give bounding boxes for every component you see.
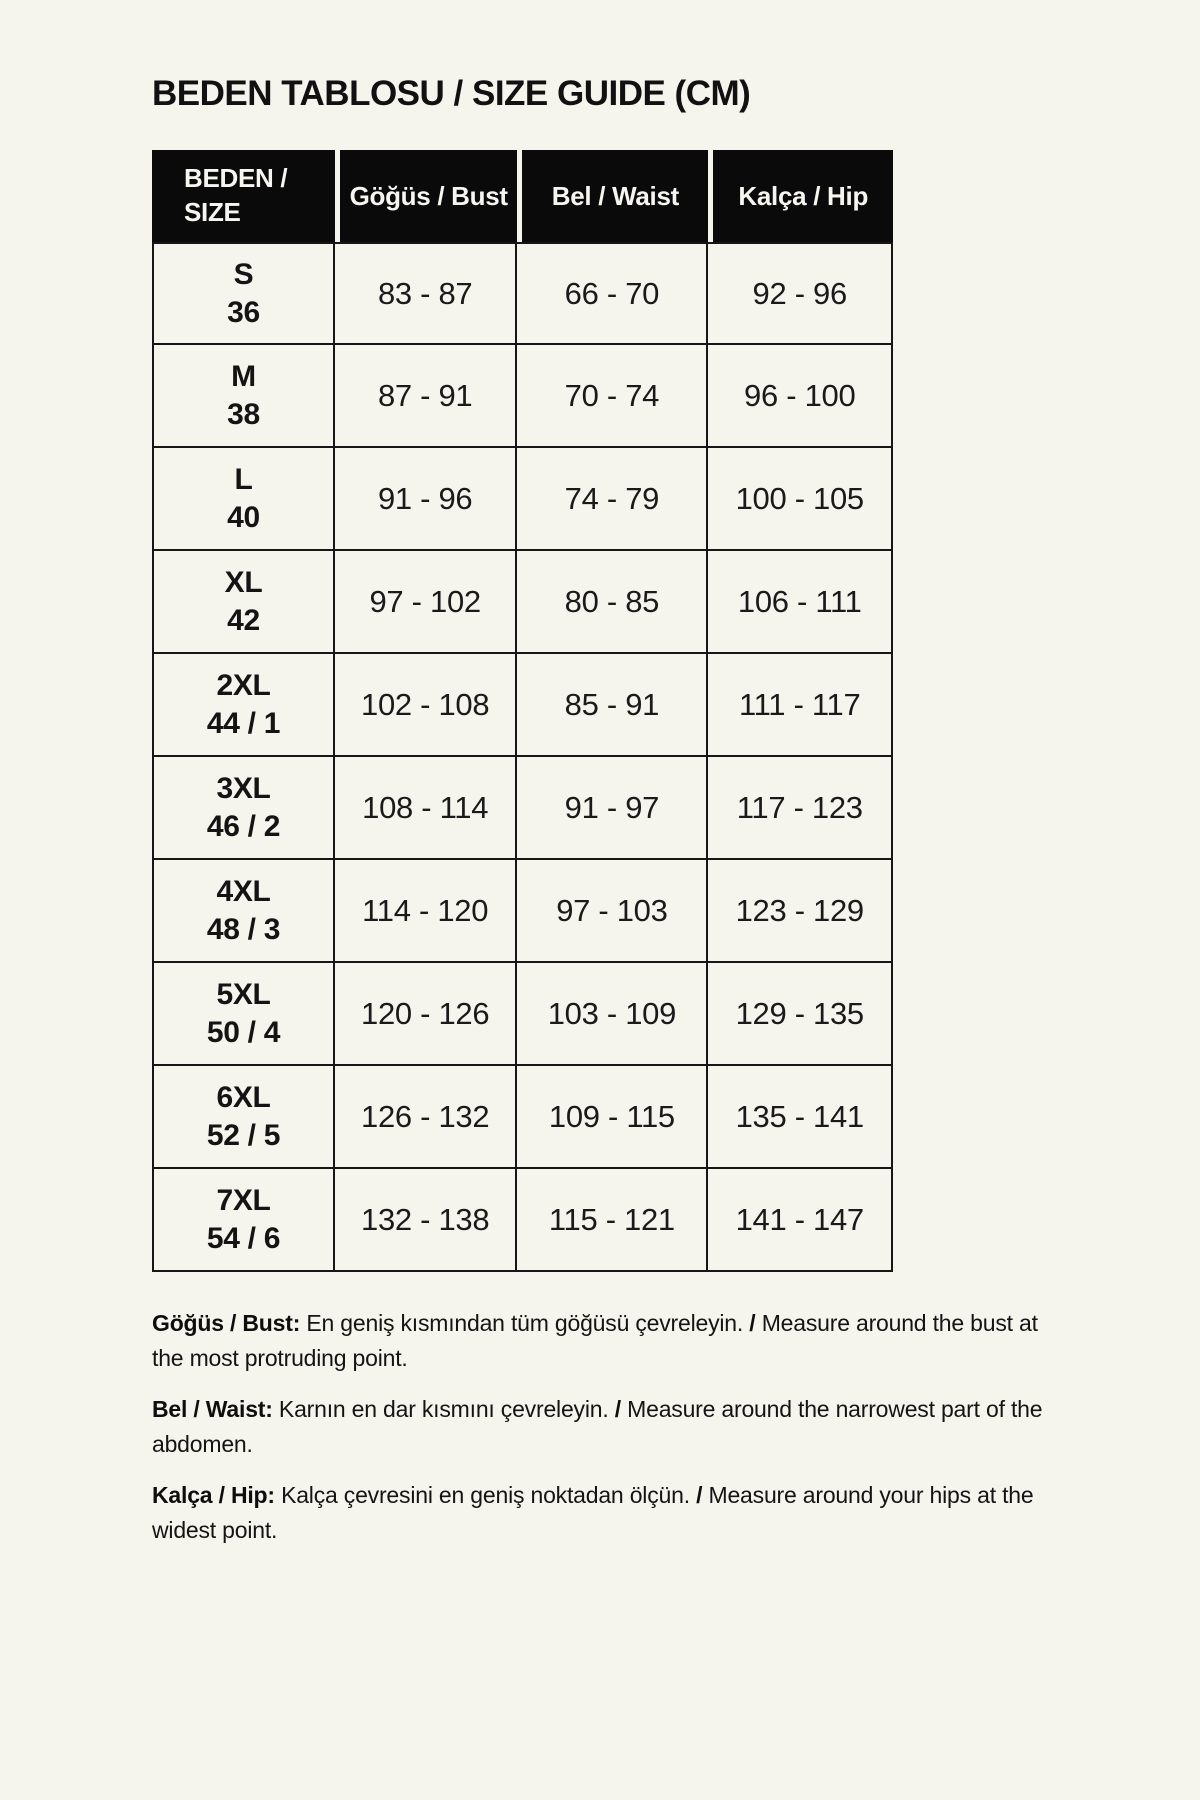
waist-cell: 109 - 115 [517, 1066, 708, 1169]
note-bust [152, 1306, 1062, 1376]
size-cell [152, 654, 335, 757]
size-alt-label: 42 [227, 603, 260, 637]
waist-cell: 115 - 121 [517, 1169, 708, 1272]
bust-cell: 102 - 108 [335, 654, 517, 757]
hip-cell: 92 - 96 [708, 242, 893, 345]
waist-cell: 66 - 70 [517, 242, 708, 345]
hip-cell: 141 - 147 [708, 1169, 893, 1272]
waist-cell: 74 - 79 [517, 448, 708, 551]
note-hip-text-tr: Kalça çevresini en geniş noktadan ölçün. [281, 1482, 690, 1508]
size-alt-label: 52 / 5 [206, 1118, 281, 1152]
note-waist-text-tr: Karnın en dar kısmını çevreleyin. [278, 1396, 609, 1422]
size-guide-table [152, 150, 893, 1272]
size-label: 3XL [216, 772, 271, 805]
size-alt-label: 36 [227, 295, 260, 329]
size-alt-label: 50 / 4 [206, 1015, 281, 1049]
waist-cell: 97 - 103 [517, 860, 708, 963]
size-cell [152, 345, 335, 448]
size-alt-label: 40 [227, 500, 260, 534]
note-hip-text-en: Measure around your hips at the widest point. [152, 1482, 1034, 1543]
note-hip-label: Kalça / Hip: [152, 1482, 275, 1508]
bust-cell: 114 - 120 [335, 860, 517, 963]
size-alt-label: 54 / 6 [206, 1221, 281, 1255]
hip-cell: 129 - 135 [708, 963, 893, 1066]
table-body [152, 242, 893, 1272]
bust-cell: 108 - 114 [335, 757, 517, 860]
bust-cell: 83 - 87 [335, 242, 517, 345]
bust-cell: 132 - 138 [335, 1169, 517, 1272]
table-row [152, 757, 893, 860]
waist-cell: 91 - 97 [517, 757, 708, 860]
size-cell [152, 551, 335, 654]
note-waist-label: Bel / Waist: [152, 1396, 273, 1422]
waist-cell: 70 - 74 [517, 345, 708, 448]
table-row [152, 551, 893, 654]
note-bust-text-en: Measure around the bust at the most protruding point. [152, 1310, 1038, 1371]
size-label: 4XL [216, 875, 271, 908]
size-label: 7XL [216, 1184, 271, 1217]
note-waist-separator: / [614, 1396, 621, 1422]
bust-cell: 97 - 102 [335, 551, 517, 654]
note-bust-label: Göğüs / Bust: [152, 1310, 301, 1336]
table-row [152, 860, 893, 963]
size-label: 5XL [216, 978, 271, 1011]
size-cell [152, 757, 335, 860]
column-header-waist: Bel / Waist [517, 150, 708, 242]
hip-cell: 106 - 111 [708, 551, 893, 654]
table-row [152, 654, 893, 757]
size-cell [152, 242, 335, 345]
size-label: S [233, 258, 254, 291]
size-cell [152, 963, 335, 1066]
note-waist [152, 1392, 1062, 1462]
table-header [152, 150, 893, 242]
bust-cell: 87 - 91 [335, 345, 517, 448]
size-alt-label: 48 / 3 [206, 912, 281, 946]
column-header-size: BEDEN / SIZE [152, 150, 335, 242]
size-alt-label: 38 [227, 397, 260, 431]
page-title: BEDEN TABLOSU / SIZE GUIDE (CM) [152, 74, 751, 113]
table-row [152, 242, 893, 345]
table-row [152, 1066, 893, 1169]
size-cell [152, 1169, 335, 1272]
waist-cell: 80 - 85 [517, 551, 708, 654]
size-alt-label: 46 / 2 [206, 809, 281, 843]
table-row [152, 963, 893, 1066]
waist-cell: 85 - 91 [517, 654, 708, 757]
size-cell [152, 448, 335, 551]
table-row [152, 448, 893, 551]
size-label: 6XL [216, 1081, 271, 1114]
size-label: L [234, 463, 253, 496]
table-row [152, 1169, 893, 1272]
size-label: 2XL [216, 669, 271, 702]
header-row [152, 150, 893, 242]
column-header-bust: Göğüs / Bust [335, 150, 517, 242]
hip-cell: 135 - 141 [708, 1066, 893, 1169]
size-cell [152, 1066, 335, 1169]
hip-cell: 96 - 100 [708, 345, 893, 448]
hip-cell: 117 - 123 [708, 757, 893, 860]
size-alt-label: 44 / 1 [206, 706, 281, 740]
hip-cell: 100 - 105 [708, 448, 893, 551]
hip-cell: 111 - 117 [708, 654, 893, 757]
note-hip [152, 1478, 1062, 1548]
bust-cell: 120 - 126 [335, 963, 517, 1066]
measurement-notes [152, 1306, 1062, 1548]
note-hip-separator: / [696, 1482, 703, 1508]
bust-cell: 126 - 132 [335, 1066, 517, 1169]
note-bust-text-tr: En geniş kısmından tüm göğüsü çevreleyin. [306, 1310, 744, 1336]
size-cell [152, 860, 335, 963]
hip-cell: 123 - 129 [708, 860, 893, 963]
size-label: M [231, 360, 256, 393]
column-header-hip: Kalça / Hip [708, 150, 893, 242]
table-row [152, 345, 893, 448]
waist-cell: 103 - 109 [517, 963, 708, 1066]
note-waist-text-en: Measure around the narrowest part of the abdomen. [152, 1396, 1043, 1457]
note-bust-separator: / [749, 1310, 756, 1336]
size-label: XL [224, 566, 263, 599]
bust-cell: 91 - 96 [335, 448, 517, 551]
